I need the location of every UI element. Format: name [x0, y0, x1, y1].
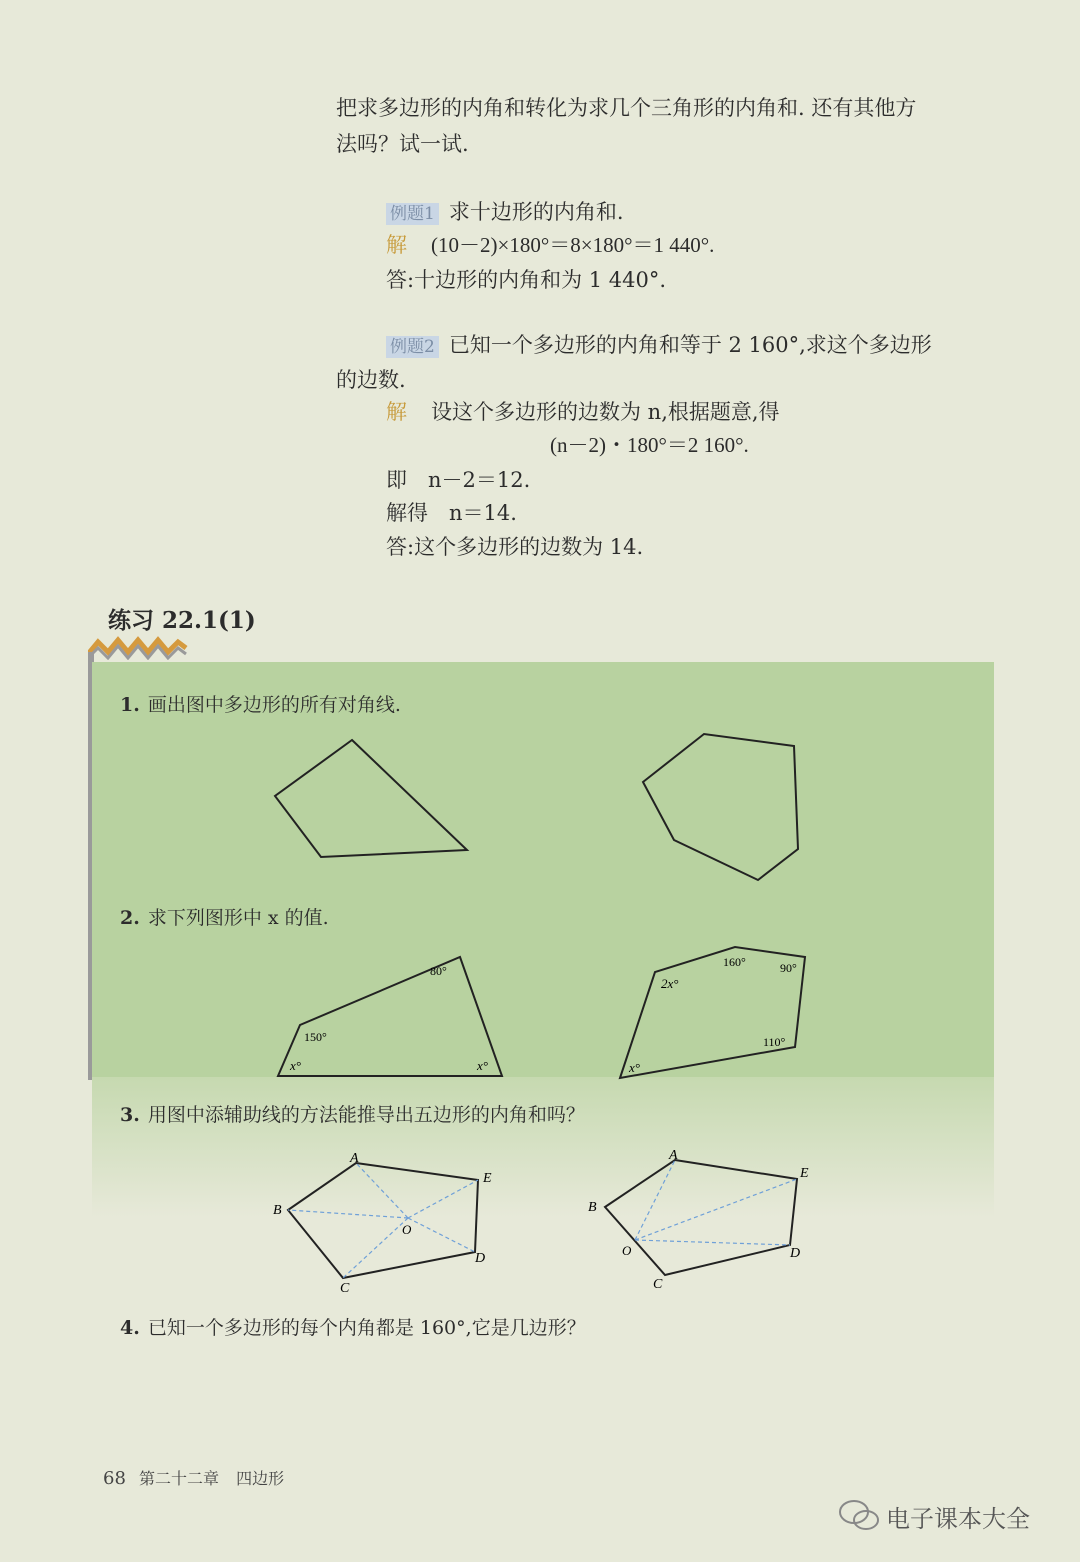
- q2a-angle-bottom-right: x°: [477, 1058, 488, 1073]
- question-1-text: 画出图中多边形的所有对角线.: [147, 694, 401, 716]
- question-2-number: 2.: [120, 907, 140, 929]
- fig3b-vertex-o: O: [622, 1243, 632, 1258]
- fig3b-vertex-b: B: [588, 1200, 597, 1215]
- q3-pentagon-figure-1: [268, 1148, 498, 1293]
- exercise-panel: [92, 662, 994, 1077]
- fig3a-vertex-a: A: [350, 1151, 359, 1166]
- question-3: [120, 1100, 585, 1127]
- q2-pentagon-figure: [615, 942, 815, 1084]
- q2a-angle-bottom-left: x°: [290, 1058, 301, 1073]
- example1-label: 例题1: [386, 203, 439, 225]
- example1-question: 求十边形的内角和.: [448, 200, 624, 224]
- q2b-angle-bottom-right: 110°: [763, 1035, 786, 1049]
- chapter-name: 第二十二章: [139, 1469, 220, 1488]
- q2b-angle-top-right: 90°: [780, 961, 797, 975]
- question-3-number: 3.: [120, 1104, 140, 1126]
- example2-question-2: 的边数.: [336, 368, 406, 392]
- q2b-angle-top: 160°: [723, 955, 746, 969]
- q1-pentagon-figure: [638, 730, 808, 885]
- section-name: 四边形: [236, 1469, 285, 1488]
- example2-solution: 设这个多边形的边数为 n,根据题意,得: [431, 400, 780, 424]
- example2-solution-line: [386, 400, 780, 425]
- example1-solution-line: [386, 233, 714, 258]
- zigzag-decoration: [88, 634, 188, 660]
- example2-step-1: 即 n－2＝12.: [386, 468, 531, 492]
- example1-question-line: [386, 200, 624, 225]
- question-1: [120, 690, 401, 717]
- question-2-text: 求下列图形中 x 的值.: [147, 907, 329, 929]
- question-4: [120, 1313, 586, 1340]
- fig3a-vertex-o: O: [402, 1222, 412, 1237]
- fig3a-vertex-d: D: [475, 1251, 486, 1266]
- fig3b-vertex-d: D: [790, 1246, 801, 1261]
- q3-pentagon-figure-2: [585, 1145, 820, 1290]
- q2a-angle-left-top: 150°: [304, 1030, 327, 1044]
- fig3b-vertex-a: A: [669, 1148, 678, 1163]
- exercise-panel-fade: [92, 1077, 994, 1217]
- q1-quadrilateral-figure: [270, 735, 480, 865]
- fig3b-vertex-c: C: [653, 1277, 663, 1290]
- example2-label: 例题2: [386, 336, 439, 358]
- intro-line-2: 法吗？试一试.: [336, 132, 469, 156]
- question-2: [120, 903, 329, 930]
- example1-answer: 答:十边形的内角和为 1 440°.: [386, 268, 667, 292]
- example2-solution-label: 解: [386, 400, 407, 424]
- example1-solution: (10－2)×180°＝8×180°＝1 440°.: [431, 233, 715, 257]
- example2-question-1: 已知一个多边形的内角和等于 2 160°,求这个多边形: [448, 333, 932, 357]
- example2-question-line: [386, 333, 932, 358]
- question-3-text: 用图中添辅助线的方法能推导出五边形的内角和吗？: [147, 1104, 585, 1126]
- example2-step-2: 解得 n＝14.: [386, 501, 517, 525]
- watermark-text: 电子课本大全: [886, 1504, 1030, 1533]
- page-number: 68: [103, 1468, 126, 1489]
- example2-equation: (n－2)・180°＝2 160°.: [550, 433, 749, 457]
- example1-solution-label: 解: [386, 233, 407, 257]
- exercise-title: 练习 22.1(1): [108, 607, 256, 634]
- intro-line-1: 把求多边形的内角和转化为求几个三角形的内角和. 还有其他方: [336, 96, 917, 120]
- q2a-angle-top: 80°: [430, 964, 447, 978]
- q2-quadrilateral-figure: [270, 945, 510, 1085]
- fig3a-vertex-c: C: [340, 1281, 350, 1293]
- q2b-angle-bottom-left: x°: [629, 1060, 640, 1075]
- example2-answer: 答:这个多边形的边数为 14.: [386, 535, 644, 559]
- question-4-number: 4.: [120, 1317, 140, 1339]
- question-1-number: 1.: [120, 694, 140, 716]
- fig3b-vertex-e: E: [800, 1166, 809, 1181]
- fig3a-vertex-e: E: [483, 1171, 492, 1186]
- watermark: [838, 1498, 1030, 1534]
- question-4-text: 已知一个多边形的每个内角都是 160°,它是几边形？: [147, 1317, 586, 1339]
- fig3a-vertex-b: B: [273, 1203, 282, 1218]
- wechat-icon: [838, 1498, 880, 1534]
- q2b-angle-left: 2x°: [661, 976, 679, 991]
- page-footer: [103, 1466, 284, 1489]
